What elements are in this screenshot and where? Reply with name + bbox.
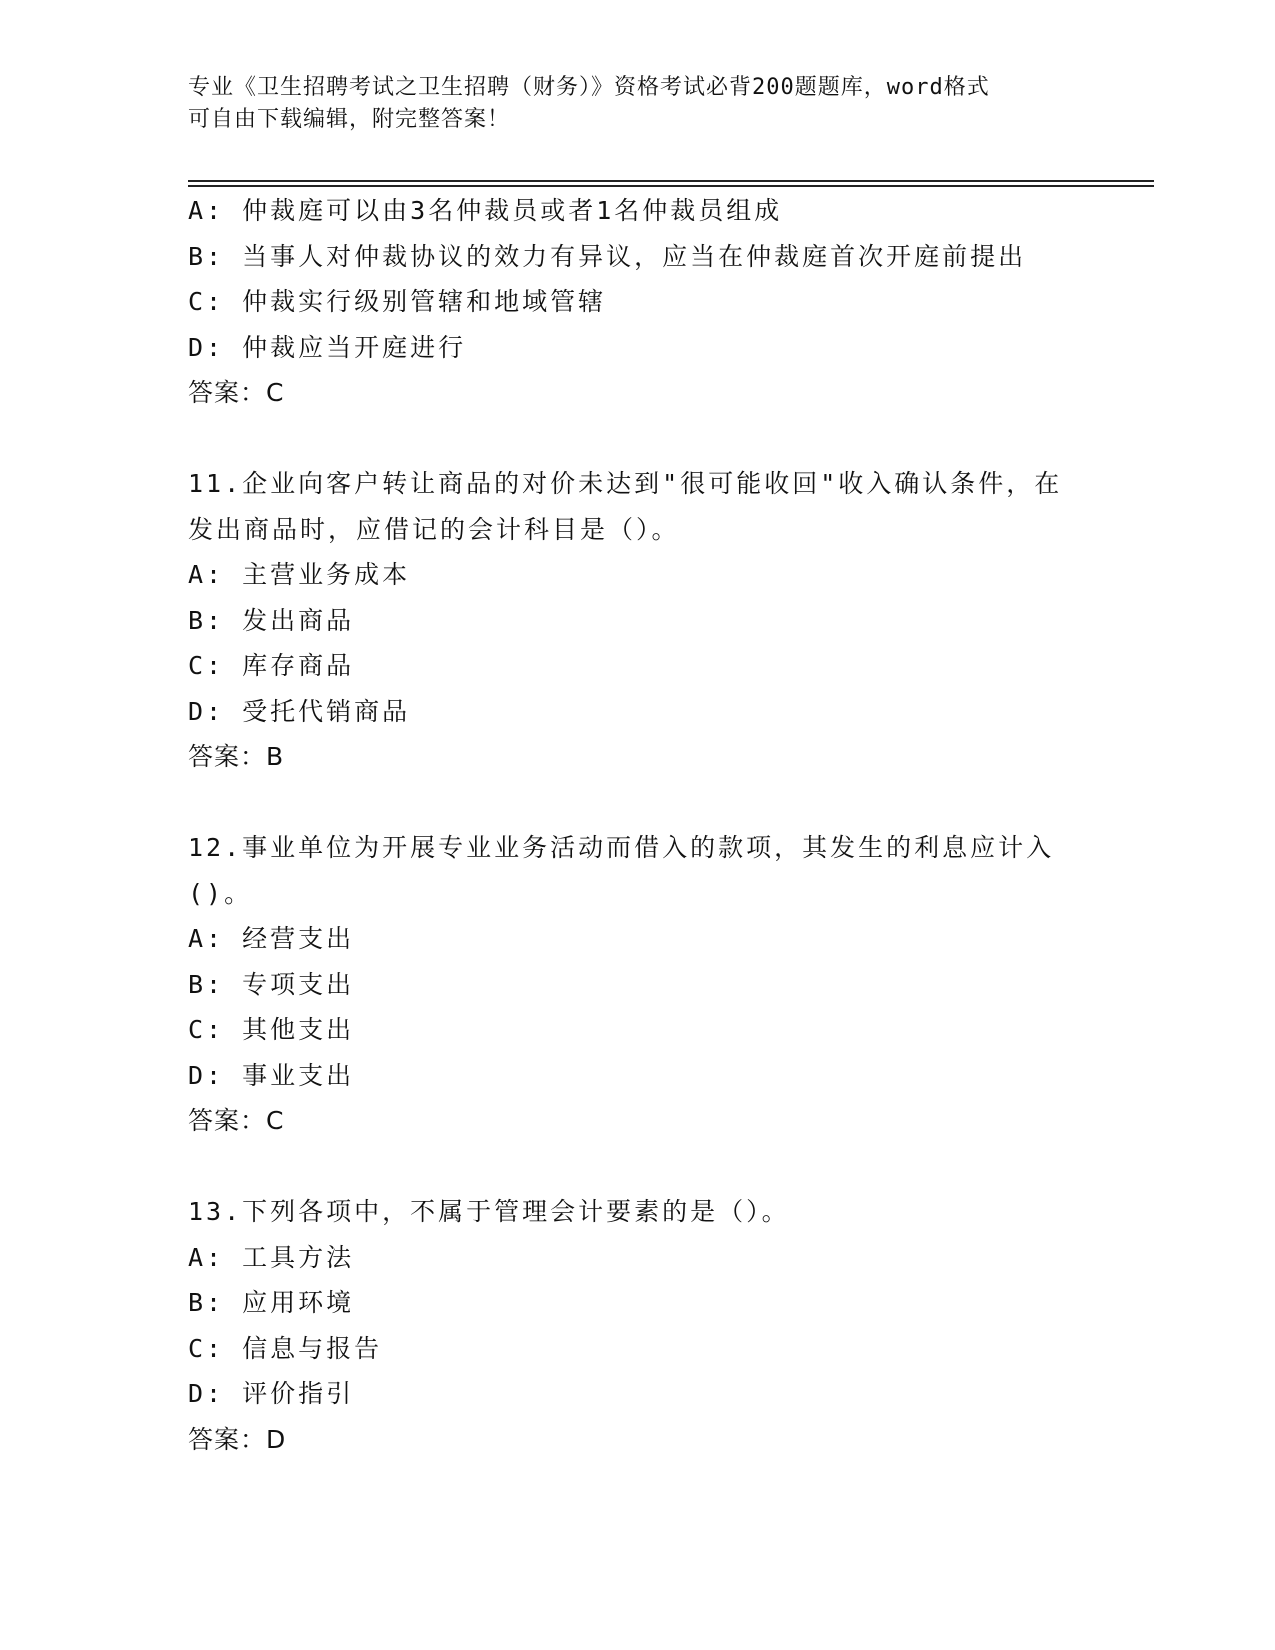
question-stem-line: 发出商品时，应借记的会计科目是（）。 — [188, 514, 680, 544]
question-block-11 — [188, 461, 1088, 780]
option-d: D: 评价指引 — [188, 1379, 355, 1408]
spacer — [188, 1144, 1088, 1190]
option-c: C: 其他支出 — [188, 1015, 355, 1044]
question-list — [188, 188, 1088, 1462]
header-line-1: 专业《卫生招聘考试之卫生招聘（财务）》资格考试必背200题题库，word格式 — [188, 75, 990, 100]
option-c: C: 库存商品 — [188, 651, 355, 680]
question-stem-line: ()。 — [188, 878, 253, 908]
question-block-prev — [188, 188, 1088, 416]
document-header — [188, 72, 1088, 136]
header-divider-bottom — [188, 185, 1154, 187]
question-block-13 — [188, 1189, 1088, 1462]
answer-line: 答案：C — [188, 378, 285, 407]
question-stem-line: 13.下列各项中，不属于管理会计要素的是（）。 — [188, 1197, 790, 1226]
question-stem-line: 11.企业向客户转让商品的对价未达到"很可能收回"收入确认条件，在 — [188, 469, 1063, 498]
option-b: B: 发出商品 — [188, 605, 355, 635]
question-stem-line: 12.事业单位为开展专业业务活动而借入的款项，其发生的利息应计入 — [188, 833, 1055, 862]
option-d: D: 仲裁应当开庭进行 — [188, 332, 467, 362]
option-b: B: 当事人对仲裁协议的效力有异议，应当在仲裁庭首次开庭前提出 — [188, 241, 1027, 271]
option-c: C: 仲裁实行级别管辖和地域管辖 — [188, 287, 607, 316]
option-b: B: 应用环境 — [188, 1288, 355, 1317]
option-c: C: 信息与报告 — [188, 1333, 383, 1363]
spacer — [188, 780, 1088, 826]
option-a: A: 工具方法 — [188, 1242, 355, 1272]
spacer — [188, 416, 1088, 462]
answer-line: 答案：B — [188, 742, 285, 771]
option-a: A: 主营业务成本 — [188, 560, 411, 589]
answer-line: 答案：D — [188, 1424, 287, 1454]
option-a: A: 经营支出 — [188, 924, 355, 953]
option-d: D: 受托代销商品 — [188, 696, 411, 726]
option-d: D: 事业支出 — [188, 1060, 355, 1090]
option-b: B: 专项支出 — [188, 969, 355, 999]
header-divider-top — [188, 180, 1154, 182]
question-block-12 — [188, 825, 1088, 1144]
header-line-2: 可自由下载编辑，附完整答案！ — [188, 107, 511, 132]
answer-line: 答案：C — [188, 1106, 285, 1135]
option-a: A: 仲裁庭可以由3名仲裁员或者1名仲裁员组成 — [188, 196, 783, 225]
